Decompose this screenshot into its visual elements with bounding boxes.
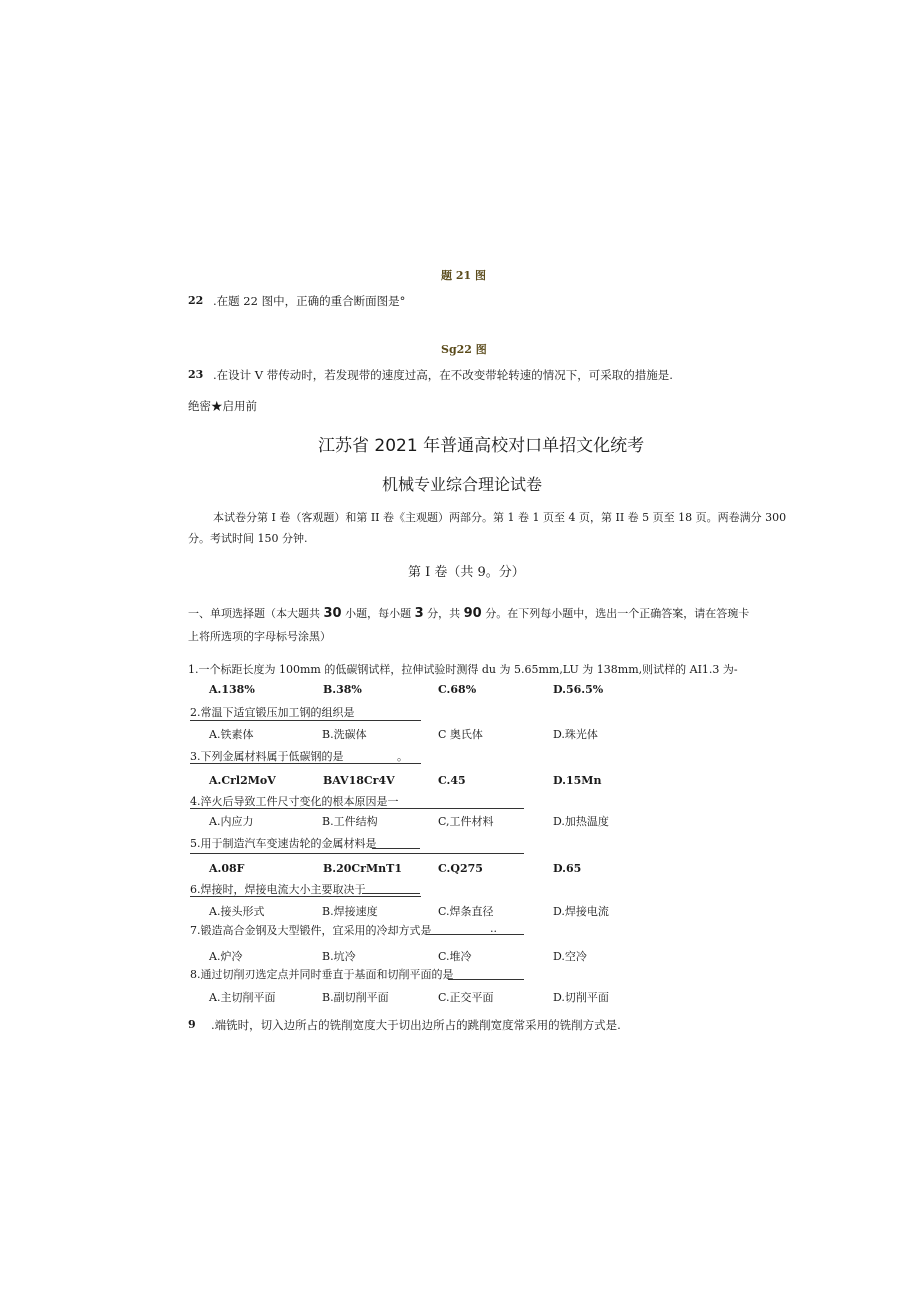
- question-5-option-a: A.08F: [209, 862, 245, 875]
- question-2-option-b: B.洗碳体: [322, 728, 367, 741]
- question-4-underline: [190, 808, 524, 809]
- question-1-option-d: D.56.5%: [553, 683, 604, 696]
- secret-label: 绝密★启用前: [188, 399, 257, 413]
- question-2-option-a: A.铁素体: [209, 728, 254, 741]
- question-6-answer-blank: [362, 893, 420, 894]
- figure-21-caption: 题 21 图: [441, 269, 486, 282]
- question-8-answer-blank: [448, 979, 524, 980]
- question-22-text: .在题 22 图中，正确的重合断面图是°: [213, 294, 406, 308]
- section-1-heading: [188, 605, 749, 621]
- question-6-underline: [190, 896, 421, 897]
- question-8-option-a: A.主切削平面: [209, 991, 276, 1004]
- question-3-option-c: C.45: [438, 774, 466, 787]
- question-4-option-a: A.内应力: [209, 815, 254, 828]
- section-prefix: 一、单项选择题（本大题共: [188, 607, 320, 620]
- question-5-option-d: D.65: [553, 862, 582, 875]
- question-2-stem: 2.常温下适宜锻压加工钢的组织是: [190, 706, 355, 719]
- question-8-stem: 8.通过切削刃选定点并同时垂直于基面和切削平面的是: [190, 968, 454, 981]
- question-3-option-d: D.15Mn: [553, 774, 602, 787]
- section-question-count: 30: [323, 606, 342, 621]
- question-1-option-c: C.68%: [438, 683, 477, 696]
- section-points-total: 90: [463, 606, 482, 621]
- intro-line-1: 本试卷分第 I 卷（客观题）和第 II 卷《主观题）两部分。第 1 卷 1 页至 4 页，第 II 卷 5 页至 18 页。两卷满分 300: [213, 511, 787, 524]
- question-9-text: .端铣时，切入边所占的铣削宽度大于切出边所占的跳削宽度常采用的铣削方式是.: [211, 1018, 621, 1032]
- question-8-option-b: B.副切削平面: [322, 991, 389, 1004]
- question-3-option-a: A.Crl2MoV: [209, 774, 276, 787]
- question-6-option-d: D.焊接电流: [553, 905, 609, 918]
- question-7-answer-blank: [426, 934, 524, 935]
- question-5-answer-blank: [372, 848, 420, 849]
- question-22-number: 22: [188, 294, 204, 307]
- question-5-option-c: C.Q275: [438, 862, 483, 875]
- question-7-option-c: C.堆冷: [438, 950, 472, 963]
- question-23-number: 23: [188, 368, 204, 381]
- section-mid-2: 分，共: [427, 607, 461, 620]
- question-7-dots: ..: [490, 922, 497, 935]
- question-3-stem: 3.下列金属材料属于低碳钢的是: [190, 750, 344, 763]
- question-6-option-a: A.接头形式: [209, 905, 265, 918]
- question-4-option-d: D.加热温度: [553, 815, 609, 828]
- exam-title: 江苏省 2021 年普通高校对口单招文化统考: [318, 436, 645, 456]
- question-2-option-d: D.珠光体: [553, 728, 598, 741]
- question-9-number: 9: [188, 1018, 196, 1031]
- question-7-stem: 7.锻造高合金钢及大型锻件，宜采用的冷却方式是: [190, 924, 432, 937]
- question-23-text: .在设计 V 带传动时，若发现带的速度过高，在不改变带轮转速的情况下，可采取的措施是.: [213, 368, 673, 382]
- question-5-option-b: B.20CrMnT1: [323, 862, 402, 875]
- section-1-heading-line-2: 上将所选项的字母标号涂黑）: [188, 630, 331, 643]
- question-4-option-c: C,工件材料: [438, 815, 494, 828]
- figure-22-caption: Sg22 图: [441, 343, 487, 356]
- question-1-option-b: B.38%: [323, 683, 362, 696]
- exam-subtitle: 机械专业综合理论试卷: [382, 475, 543, 494]
- question-8-option-d: D.切削平面: [553, 991, 609, 1004]
- question-1-option-a: A.138%: [209, 683, 255, 696]
- question-3-underline: [190, 763, 421, 764]
- question-7-option-d: D.空冷: [553, 950, 587, 963]
- question-3-dot: 。: [397, 750, 408, 763]
- section-points-each: 3: [414, 606, 424, 621]
- section-suffix: 分。在下列每小题中，选出一个正确答案，请在答琬卡: [485, 607, 750, 620]
- question-5-stem: 5.用于制造汽车变速齿轮的金属材料是: [190, 837, 377, 850]
- question-6-option-c: C.焊条直径: [438, 905, 494, 918]
- question-7-option-a: A.炉冷: [209, 950, 243, 963]
- question-4-option-b: B.工件结构: [322, 815, 378, 828]
- question-2-underline: [190, 720, 421, 721]
- question-1-stem: 1.一个标距长度为 100mm 的低碳钢试样，拉伸试验时测得 du 为 5.65mm,LU 为 138mm,则试样的 AI1.3 为-: [188, 663, 738, 676]
- intro-line-2: 分。考试时间 150 分钟.: [188, 532, 308, 545]
- question-6-stem: 6.焊接时，焊接电流大小主要取决于: [190, 883, 366, 896]
- question-6-option-b: B.焊接速度: [322, 905, 378, 918]
- question-2-option-c: C 奥氏体: [438, 728, 483, 741]
- question-3-option-b: BAV18Cr4V: [323, 774, 395, 787]
- question-4-stem: 4.淬火后导致工件尺寸变化的根本原因是一: [190, 795, 399, 808]
- section-mid-1: 小题，每小题: [345, 607, 412, 620]
- question-8-option-c: C.正交平面: [438, 991, 494, 1004]
- question-7-option-b: B.坑冷: [322, 950, 356, 963]
- part-1-title: 第 I 卷（共 9。分）: [408, 565, 525, 580]
- question-5-underline: [190, 853, 524, 854]
